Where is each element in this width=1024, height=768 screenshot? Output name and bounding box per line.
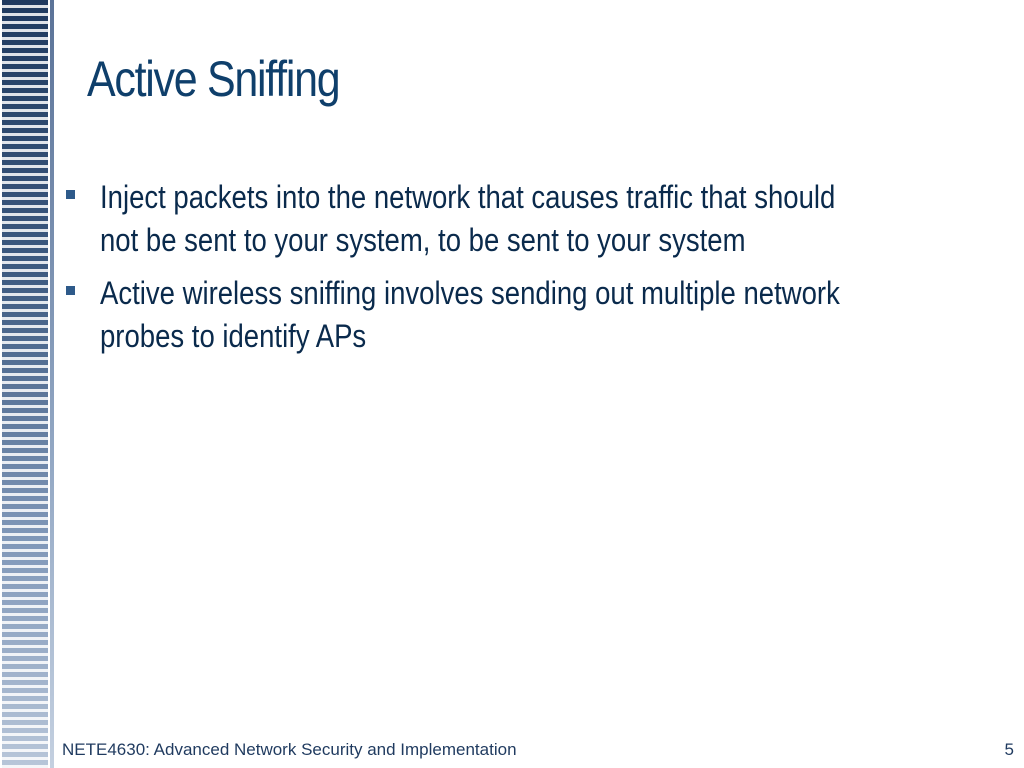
- decorative-stripe-bar: [0, 0, 56, 768]
- slide-title: Active Sniffing: [87, 51, 340, 107]
- bullet-item: [62, 176, 962, 262]
- bullet-text: Active wireless sniffing involves sending out multiple network probes to identify APs: [100, 275, 840, 354]
- striped-panel: [2, 0, 48, 768]
- bullet-text: Inject packets into the network that causes traffic that should not be sent to your system, to be sent to your system: [100, 179, 836, 258]
- bullet-item: [62, 272, 962, 358]
- bullet-list: [62, 176, 962, 368]
- square-bullet-icon: [66, 190, 75, 199]
- page-number: 5: [1004, 740, 1014, 759]
- stripe-edge: [50, 0, 54, 768]
- square-bullet-icon: [66, 286, 75, 295]
- footer-text: NETE4630: Advanced Network Security and Implementation: [62, 740, 517, 759]
